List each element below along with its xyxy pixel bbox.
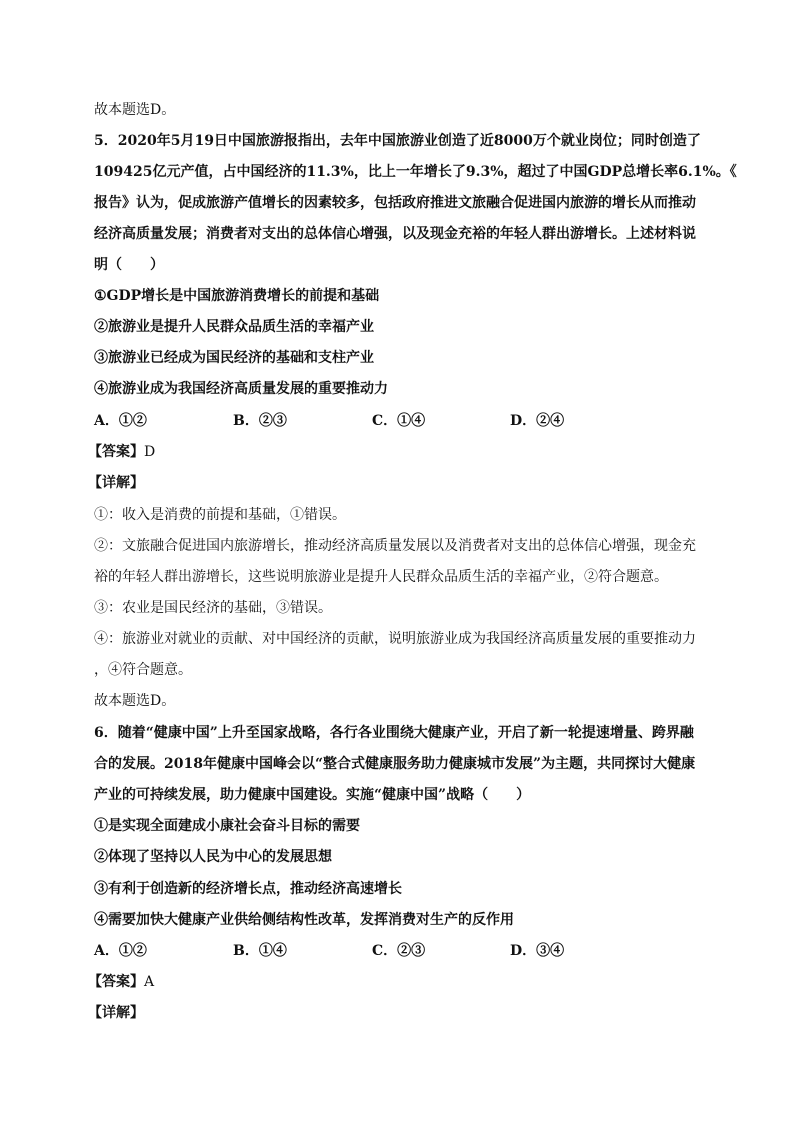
- q5-option-b: B．②③: [233, 413, 287, 429]
- q5-detail-line-3: 裕的年轻人群出游增长，这些说明旅游业是提升人民群众品质生活的幸福产业，②符合题意。: [94, 569, 668, 585]
- q6-option-a: A．①②: [94, 943, 147, 959]
- q6-stem-line-2: 合的发展。2018年健康中国峰会以“整合式健康服务助力健康城市发展”为主题，共同探讨大健康: [94, 756, 696, 772]
- q6-answer: [88, 973, 154, 991]
- q5-option-a: A．①②: [94, 413, 147, 429]
- q5-statement-3: ③旅游业已经成为国民经济的基础和支柱产业: [94, 350, 374, 366]
- q5-detail-line-1: ①：收入是消费的前提和基础，①错误。: [94, 507, 346, 523]
- q6-option-c: C．②③: [372, 943, 426, 959]
- q6-statement-3: ③有利于创造新的经济增长点，推动经济高速增长: [94, 881, 402, 897]
- q5-option-d: D．②④: [510, 413, 565, 429]
- q5-detail-line-2: ②：文旅融合促进国内旅游增长，推动经济高质量发展以及消费者对支出的总体信心增强，现金充: [94, 538, 696, 554]
- q6-detail-label: 【详解】: [88, 1005, 144, 1021]
- q5-detail-line-6: ，④符合题意。: [94, 662, 192, 678]
- q5-statement-2: ②旅游业是提升人民群众品质生活的幸福产业: [94, 319, 374, 335]
- q5-answer-label: 【答案】: [88, 444, 144, 460]
- q5-conclusion: 故本题选D。: [94, 693, 176, 709]
- q6-statement-4: ④需要加快大健康产业供给侧结构性改革，发挥消费对生产的反作用: [94, 912, 514, 928]
- q5-statement-1: ①GDP增长是中国旅游消费增长的前提和基础: [94, 288, 380, 304]
- q6-statement-2: ②体现了坚持以人民为中心的发展思想: [94, 849, 332, 865]
- q6-answer-label: 【答案】: [88, 974, 144, 990]
- q6-stem-line-1: 6．随着“健康中国”上升至国家战略，各行各业围绕大健康产业，开启了新一轮提速增量、跨界融: [94, 725, 694, 741]
- q6-answer-value: A: [144, 974, 155, 990]
- q6-option-d: D．③④: [510, 943, 565, 959]
- q5-stem-line-3: 报告》认为，促成旅游产值增长的因素较多，包括政府推进文旅融合促进国内旅游的增长从而推动: [94, 195, 696, 211]
- q5-answer: [88, 443, 155, 461]
- q5-detail-label: 【详解】: [88, 475, 144, 491]
- q5-detail-line-5: ④：旅游业对就业的贡献、对中国经济的贡献，说明旅游业成为我国经济高质量发展的重要推动力: [94, 631, 696, 647]
- q5-option-c: C．①④: [372, 413, 426, 429]
- q6-statement-1: ①是实现全面建成小康社会奋斗目标的需要: [94, 818, 360, 834]
- q5-stem-line-5: 明（ ）: [94, 257, 164, 273]
- q5-stem-line-2: 109425亿元产值，占中国经济的11.3%，比上一年增长了9.3%，超过了中国GDP总增长率6.1%。《: [94, 164, 737, 180]
- q5-stem-line-1: 5．2020年5月19日中国旅游报指出，去年中国旅游业创造了近8000万个就业岗位；同时创造了: [94, 133, 701, 149]
- q5-stem-line-4: 经济高质量发展；消费者对支出的总体信心增强，以及现金充裕的年轻人群出游增长。上述材料说: [94, 226, 696, 242]
- q5-statement-4: ④旅游业成为我国经济高质量发展的重要推动力: [94, 381, 388, 397]
- q6-option-b: B．①④: [233, 943, 287, 959]
- q6-stem-line-3: 产业的可持续发展，助力健康中国建设。实施“健康中国”战略（ ）: [94, 787, 531, 803]
- q4-conclusion: 故本题选D。: [94, 102, 176, 118]
- q5-answer-value: D: [144, 444, 156, 460]
- q5-detail-line-4: ③：农业是国民经济的基础，③错误。: [94, 600, 332, 616]
